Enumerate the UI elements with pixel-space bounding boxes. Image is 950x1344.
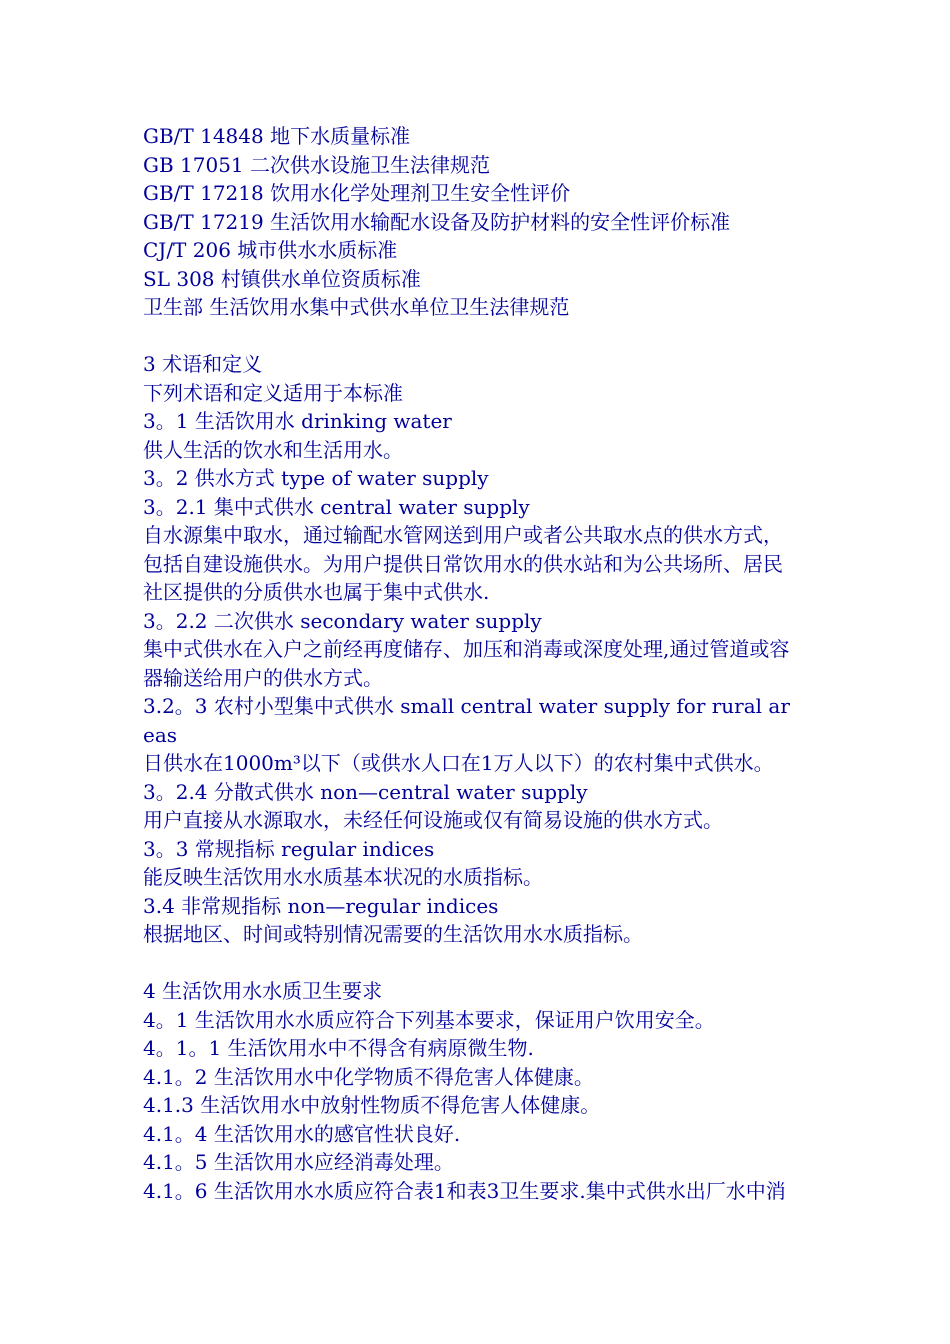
ref-gbt-17219: GB/T 17219 生活饮用水输配水设备及防护材料的安全性评价标准 xyxy=(143,209,731,234)
definition-3-2-1-line-3: 社区提供的分质供水也属于集中式供水. xyxy=(143,580,490,604)
section-3-heading: 3 术语和定义 xyxy=(143,352,263,376)
clause-4-1-3: 4.1.3 生活饮用水中放射性物质不得危害人体健康。 xyxy=(143,1093,601,1117)
definition-3-2-1-line-2: 包括自建设施供水。为用户提供日常饮用水的供水站和为公共场所、居民 xyxy=(143,551,783,576)
section-4-heading: 4 生活饮用水水质卫生要求 xyxy=(143,979,383,1003)
blank-line xyxy=(143,949,933,978)
ref-gb-17051: GB 17051 二次供水设施卫生法律规范 xyxy=(143,152,491,177)
blank-line xyxy=(143,322,933,351)
clause-4-1-6: 4.1。6 生活饮用水水质应符合表1和表3卫生要求.集中式供水出厂水中消 xyxy=(143,1178,786,1203)
term-3-2-4: 3。2.4 分散式供水 non—central water supply xyxy=(143,779,588,804)
definition-3-2-1-line-1: 自水源集中取水，通过输配水管网送到用户或者公共取水点的供水方式， xyxy=(143,523,783,547)
term-3-2: 3。2 供水方式 type of water supply xyxy=(143,466,489,490)
clause-4-1-4: 4.1。4 生活饮用水的感官性状良好. xyxy=(143,1121,461,1146)
term-3-2-1: 3。2.1 集中式供水 central water supply xyxy=(143,494,530,519)
ref-sl-308: SL 308 村镇供水单位资质标准 xyxy=(143,266,421,291)
section-3-intro: 下列术语和定义适用于本标准 xyxy=(143,380,403,405)
clause-4-1-1: 4。1。1 生活饮用水中不得含有病原微生物. xyxy=(143,1036,534,1060)
definition-3-2-4: 用户直接从水源取水，未经任何设施或仅有简易设施的供水方式。 xyxy=(143,808,723,832)
ref-cjt-206: CJ/T 206 城市供水水质标准 xyxy=(143,238,398,262)
clause-4-1-2: 4.1。2 生活饮用水中化学物质不得危害人体健康。 xyxy=(143,1064,594,1089)
definition-3-1: 供人生活的饮水和生活用水。 xyxy=(143,437,403,462)
term-3-2-3-line-1: 3.2。3 农村小型集中式供水 small central water supply for rural ar xyxy=(143,694,790,718)
term-3-2-3-line-2: eas xyxy=(143,722,178,747)
clause-4-1: 4。1 生活饮用水水质应符合下列基本要求，保证用户饮用安全。 xyxy=(143,1007,715,1032)
term-3-4: 3.4 非常规指标 non—regular indices xyxy=(143,893,499,918)
term-3-1: 3。1 生活饮用水 drinking water xyxy=(143,409,452,433)
definition-3-2-3: 日供水在1000m³以下（或供水人口在1万人以下）的农村集中式供水。 xyxy=(143,751,774,775)
term-3-2-2: 3。2.2 二次供水 secondary water supply xyxy=(143,608,542,633)
document-page xyxy=(143,122,933,1205)
definition-3-4: 根据地区、时间或特别情况需要的生活饮用水水质指标。 xyxy=(143,922,643,946)
ref-ministry-of-health: 卫生部 生活饮用水集中式供水单位卫生法律规范 xyxy=(143,295,570,319)
clause-4-1-5: 4.1。5 生活饮用水应经消毒处理。 xyxy=(143,1150,454,1174)
ref-gbt-14848: GB/T 14848 地下水质量标准 xyxy=(143,124,411,148)
definition-3-3: 能反映生活饮用水水质基本状况的水质指标。 xyxy=(143,865,543,889)
ref-gbt-17218: GB/T 17218 饮用水化学处理剂卫生安全性评价 xyxy=(143,181,571,205)
term-3-3: 3。3 常规指标 regular indices xyxy=(143,836,435,861)
definition-3-2-2-line-1: 集中式供水在入户之前经再度储存、加压和消毒或深度处理,通过管道或容 xyxy=(143,637,790,661)
definition-3-2-2-line-2: 器输送给用户的供水方式。 xyxy=(143,665,383,690)
